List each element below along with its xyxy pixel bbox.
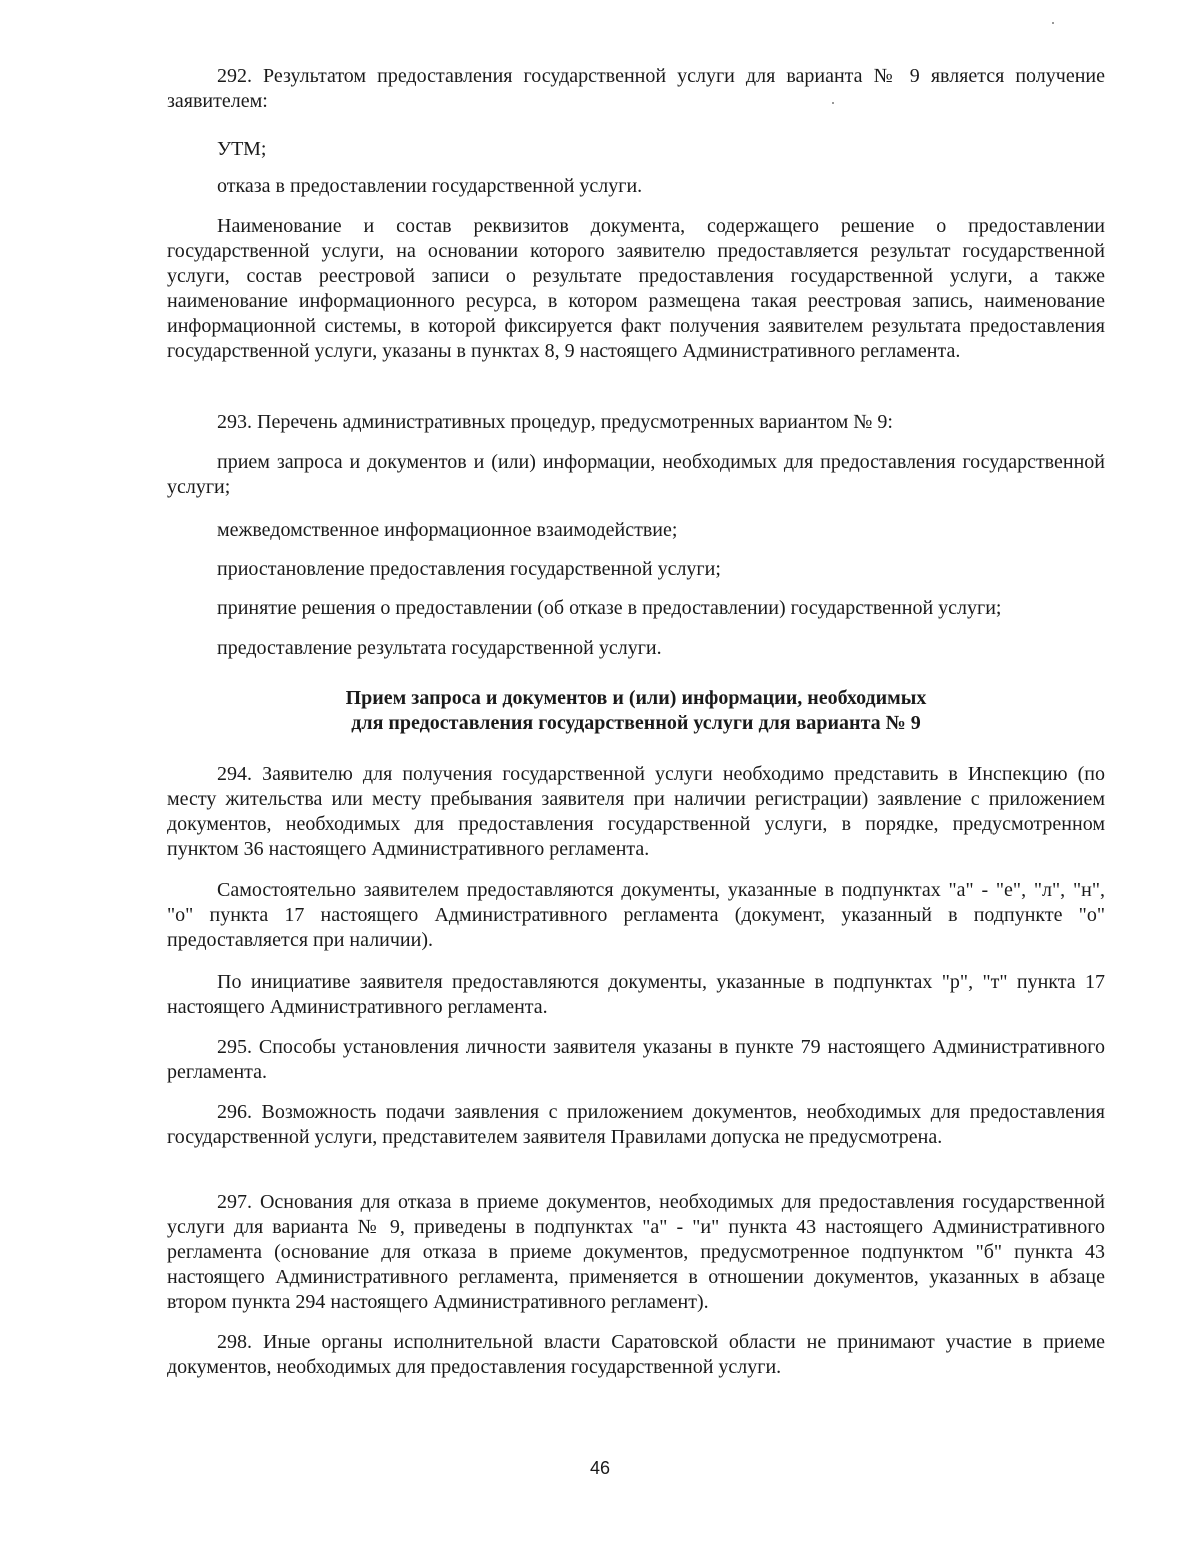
scan-speck bbox=[1052, 22, 1054, 24]
list-item-utm: УТМ; bbox=[217, 138, 267, 160]
scan-speck bbox=[832, 102, 834, 104]
paragraph-297: 297. Основания для отказа в приеме документов, необходимых для предоставления государственной услуги для варианта № 9, приведены в подпунктах "а" - "и" пункта 43 настоящего Административного регламента (основание для отказа в приеме документов, предусмотренное подпунктом "б" пункта 43 настоящего Административного регламента, применяется в отношении документов, указанных в абзаце втором пункта 294 настоящего Административного регламент). bbox=[167, 1191, 1105, 1313]
page-number: 46 bbox=[589, 1458, 611, 1478]
list-item-refusal: отказа в предоставлении государственной услуги. bbox=[217, 175, 643, 197]
procedure-item-decision: принятие решения о предоставлении (об отказе в предоставлении) государственной услуги; bbox=[217, 597, 1002, 619]
procedure-item-result: предоставление результата государственной услуги. bbox=[217, 637, 662, 659]
paragraph-initiative-documents: По инициативе заявителя предоставляются документы, указанные в подпунктах "р", "т" пункта 17 настоящего Административного регламента. bbox=[167, 971, 1105, 1018]
paragraph-296: 296. Возможность подачи заявления с приложением документов, необходимых для предоставления государственной услуги, представителем заявителя Правилами допуска не предусмотрена. bbox=[167, 1101, 1105, 1148]
paragraph-292: 292. Результатом предоставления государственной услуги для варианта № 9 является получение заявителем: bbox=[167, 65, 1105, 112]
paragraph-document-requisites: Наименование и состав реквизитов документа, содержащего решение о предоставлении государственной услуги, на основании которого заявителю предоставляется результат государственной услуги, состав реестровой записи о результате предоставления государственной услуги, а также наименование информационного ресурса, в котором размещена такая реестровая запись, наименование информационной системы, в которой фиксируется факт получения заявителем результата предоставления государственной услуги, указаны в пунктах 8, 9 настоящего Административного регламента. bbox=[167, 215, 1105, 362]
procedure-item-reception: прием запроса и документов и (или) информации, необходимых для предоставления государственной услуги; bbox=[167, 451, 1105, 498]
section-heading bbox=[167, 686, 1105, 736]
paragraph-self-provided-documents: Самостоятельно заявителем предоставляются документы, указанные в подпунктах "а" - "е", "л", "н", "о" пункта 17 настоящего Административного регламента (документ, указанный в подпункте "о" предоставляется при наличии). bbox=[167, 879, 1105, 951]
section-heading-line-1: Прием запроса и документов и (или) информации, необходимых bbox=[345, 687, 927, 709]
section-heading-line-2: для предоставления государственной услуги для варианта № 9 bbox=[351, 712, 921, 734]
paragraph-294: 294. Заявителю для получения государственной услуги необходимо представить в Инспекцию (по месту жительства или месту пребывания заявителя при наличии регистрации) заявление с приложением документов, необходимых для предоставления государственной услуги, в порядке, предусмотренном пунктом 36 настоящего Административного регламента. bbox=[167, 763, 1105, 860]
paragraph-298: 298. Иные органы исполнительной власти Саратовской области не принимают участие в приеме документов, необходимых для предоставления государственной услуги. bbox=[167, 1331, 1105, 1378]
procedure-item-interagency: межведомственное информационное взаимодействие; bbox=[217, 519, 678, 541]
paragraph-295: 295. Способы установления личности заявителя указаны в пункте 79 настоящего Административного регламента. bbox=[167, 1036, 1105, 1083]
paragraph-293: 293. Перечень административных процедур, предусмотренных вариантом № 9: bbox=[217, 411, 893, 433]
procedure-item-suspension: приостановление предоставления государственной услуги; bbox=[217, 558, 721, 580]
